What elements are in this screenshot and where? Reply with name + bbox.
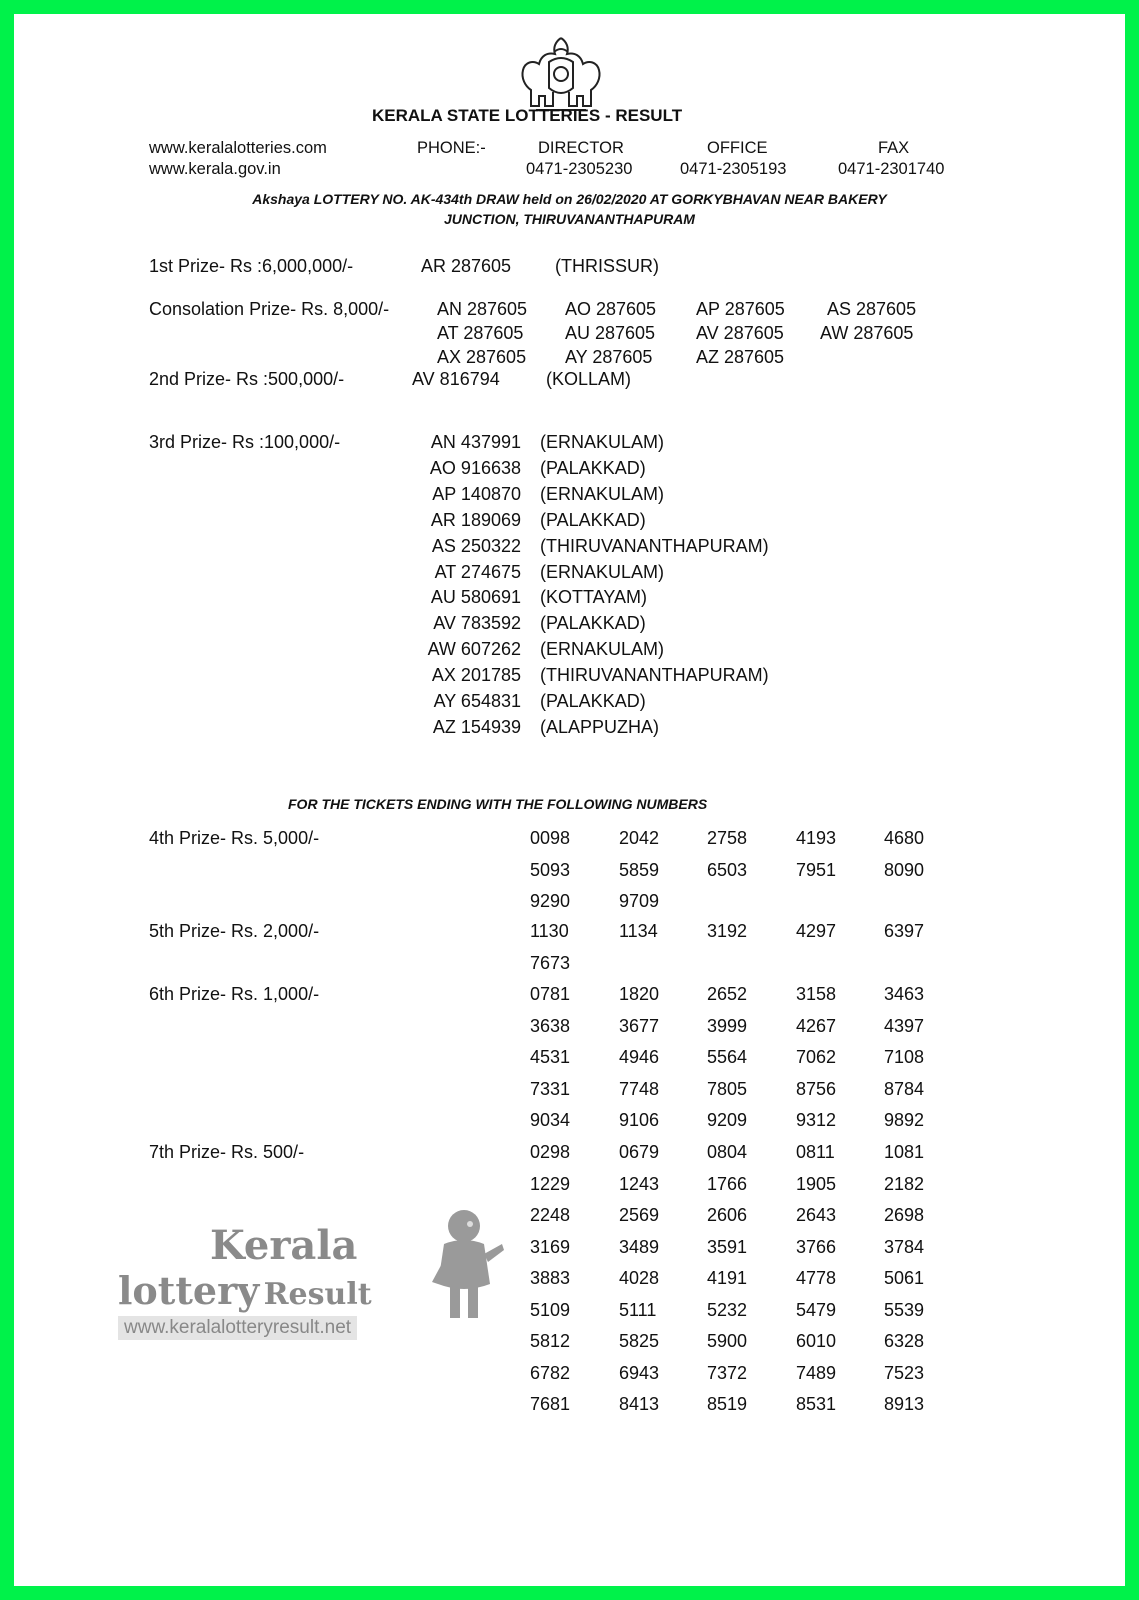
winning-number: 5812 bbox=[530, 1331, 571, 1351]
winning-number: 3883 bbox=[530, 1268, 571, 1288]
winning-number: 1130 bbox=[530, 921, 569, 941]
winning-number: 7748 bbox=[619, 1078, 660, 1099]
winning-number: 2248 bbox=[530, 1205, 571, 1225]
winning-number: 2652 bbox=[707, 984, 748, 1004]
third-prize-ticket: AZ 154939 bbox=[432, 716, 521, 737]
third-prize-place: (ERNAKULAM) bbox=[540, 561, 665, 582]
fax-phone: 0471-2301740 bbox=[838, 160, 945, 178]
consolation-prize-label: Consolation Prize- Rs. 8,000/- bbox=[149, 299, 390, 319]
winning-number: 5061 bbox=[884, 1268, 925, 1288]
watermark-lottery: lottery bbox=[118, 1268, 260, 1313]
winning-number: 5093 bbox=[530, 859, 571, 880]
winning-number: 5111 bbox=[619, 1299, 657, 1320]
third-prize-place: (PALAKKAD) bbox=[540, 691, 646, 711]
kerala-state-emblem-icon bbox=[516, 32, 606, 116]
third-prize-ticket: AV 783592 bbox=[433, 613, 521, 634]
winning-number: 6782 bbox=[530, 1362, 571, 1383]
winning-number: 7331 bbox=[530, 1078, 571, 1099]
winning-number: 1134 bbox=[619, 921, 658, 941]
winning-number: 4191 bbox=[707, 1268, 748, 1288]
third-prize-place: (ALAPPUZHA) bbox=[540, 716, 660, 737]
winning-number: 5109 bbox=[530, 1299, 571, 1320]
third-prize-place: (THIRUVANANTHAPURAM) bbox=[540, 535, 769, 556]
winning-number: 2606 bbox=[707, 1205, 748, 1225]
consolation-ticket: AN 287605 bbox=[437, 299, 528, 319]
winning-number: 7805 bbox=[707, 1078, 748, 1099]
winning-number: 0679 bbox=[619, 1142, 660, 1162]
winning-number: 6943 bbox=[619, 1362, 660, 1383]
winning-number: 7062 bbox=[796, 1047, 837, 1067]
third-prize-entry bbox=[394, 691, 834, 716]
third-prize-place: (ERNAKULAM) bbox=[540, 483, 665, 504]
winning-number: 0804 bbox=[707, 1142, 748, 1162]
winning-number: 3169 bbox=[530, 1236, 571, 1257]
result-sheet bbox=[14, 14, 1125, 1586]
third-prize-place: (PALAKKAD) bbox=[540, 613, 646, 634]
winning-number: 8519 bbox=[707, 1394, 748, 1414]
watermark-url: www.keralalotteryresult.net bbox=[118, 1316, 357, 1340]
winning-number: 3999 bbox=[707, 1015, 748, 1036]
phone-label: PHONE:- bbox=[417, 139, 486, 157]
winning-number: 4531 bbox=[530, 1047, 571, 1067]
winning-number: 8413 bbox=[619, 1394, 660, 1414]
third-prize-entry bbox=[394, 510, 834, 535]
winning-number: 9106 bbox=[619, 1110, 660, 1130]
winning-number: 2643 bbox=[796, 1205, 837, 1225]
ending-numbers-heading: FOR THE TICKETS ENDING WITH THE FOLLOWING NUMBERS bbox=[288, 796, 708, 812]
winning-number: 5900 bbox=[707, 1331, 748, 1351]
consolation-ticket: AT 287605 bbox=[437, 323, 524, 343]
winning-number: 6503 bbox=[707, 859, 748, 880]
winning-number: 7951 bbox=[796, 859, 837, 880]
winning-number: 3766 bbox=[796, 1236, 837, 1257]
third-prize-ticket: AN 437991 bbox=[430, 432, 521, 452]
winning-number: 9209 bbox=[707, 1110, 748, 1130]
winning-number: 7108 bbox=[884, 1047, 925, 1067]
winning-number: 9709 bbox=[619, 891, 660, 911]
third-prize-entry bbox=[394, 458, 834, 483]
winning-number: 6397 bbox=[884, 921, 925, 941]
winning-number: 5479 bbox=[796, 1299, 837, 1320]
third-prize-ticket: AO 916638 bbox=[429, 457, 521, 478]
winning-number: 8784 bbox=[884, 1078, 925, 1099]
third-prize-ticket: AT 274675 bbox=[434, 561, 521, 582]
office-label: OFFICE bbox=[707, 139, 768, 157]
winning-number: 4028 bbox=[619, 1268, 660, 1288]
fifth-prize-label: 5th Prize- Rs. 2,000/- bbox=[149, 921, 320, 941]
second-prize-label: 2nd Prize- Rs :500,000/- bbox=[149, 369, 345, 389]
third-prize-entry bbox=[394, 587, 834, 612]
fourth-prize-label: 4th Prize- Rs. 5,000/- bbox=[149, 828, 320, 848]
first-prize-label: 1st Prize- Rs :6,000,000/- bbox=[149, 256, 354, 276]
winning-number: 5539 bbox=[884, 1299, 925, 1320]
fax-label: FAX bbox=[878, 139, 910, 157]
director-phone: 0471-2305230 bbox=[526, 160, 633, 178]
winning-number: 8913 bbox=[884, 1394, 925, 1414]
winning-number: 6328 bbox=[884, 1331, 925, 1351]
winning-number: 3591 bbox=[707, 1236, 748, 1257]
director-label: DIRECTOR bbox=[538, 139, 624, 157]
winning-number: 3158 bbox=[796, 984, 837, 1004]
third-prize-entry bbox=[394, 639, 834, 664]
winning-number: 8531 bbox=[796, 1394, 837, 1414]
third-prize-ticket: AU 580691 bbox=[430, 587, 521, 608]
winning-number: 8090 bbox=[884, 859, 925, 880]
winning-number: 3784 bbox=[884, 1236, 925, 1257]
third-prize-place: (KOTTAYAM) bbox=[540, 587, 647, 608]
winning-number: 7489 bbox=[796, 1362, 837, 1383]
third-prize-ticket: AP 140870 bbox=[432, 483, 521, 504]
third-prize-ticket: AW 607262 bbox=[427, 639, 521, 660]
winning-number: 4297 bbox=[796, 921, 837, 941]
winning-number: 3677 bbox=[619, 1015, 660, 1036]
winning-number: 3192 bbox=[707, 921, 748, 941]
third-prize-label: 3rd Prize- Rs :100,000/- bbox=[149, 432, 341, 452]
website-link-lotteries[interactable]: www.keralalotteries.com bbox=[149, 139, 327, 157]
first-prize-ticket: AR 287605 bbox=[421, 256, 512, 276]
consolation-ticket: AY 287605 bbox=[565, 347, 653, 367]
winning-number: 4193 bbox=[796, 828, 837, 848]
winning-number: 3638 bbox=[530, 1015, 571, 1036]
draw-info-line1: Akshaya LOTTERY NO. AK-434th DRAW held on 26/02/2020 AT GORKYBHAVAN NEAR BAKERY bbox=[252, 191, 887, 207]
sixth-prize-label: 6th Prize- Rs. 1,000/- bbox=[149, 984, 320, 1004]
website-link-gov[interactable]: www.kerala.gov.in bbox=[149, 160, 281, 178]
winning-number: 2042 bbox=[619, 828, 660, 848]
watermark-result: Result bbox=[263, 1277, 372, 1312]
winning-number: 1905 bbox=[796, 1173, 837, 1194]
winning-number: 1820 bbox=[619, 984, 660, 1004]
third-prize-entry bbox=[394, 665, 834, 690]
consolation-ticket: AO 287605 bbox=[565, 299, 657, 319]
consolation-ticket: AZ 287605 bbox=[696, 347, 785, 367]
consolation-ticket: AP 287605 bbox=[696, 299, 785, 319]
draw-info-line2: JUNCTION, THIRUVANANTHAPURAM bbox=[444, 211, 695, 227]
consolation-ticket: AX 287605 bbox=[437, 347, 527, 367]
watermark-kerala: Kerala bbox=[210, 1222, 358, 1269]
winning-number: 1081 bbox=[884, 1142, 925, 1162]
watermark-mascot-icon bbox=[424, 1204, 504, 1324]
third-prize-entry bbox=[394, 562, 834, 587]
third-prize-entry bbox=[394, 613, 834, 638]
watermark-lottery-result bbox=[118, 1268, 372, 1313]
winning-number: 9290 bbox=[530, 891, 571, 911]
office-phone: 0471-2305193 bbox=[680, 160, 787, 178]
third-prize-place: (PALAKKAD) bbox=[540, 509, 646, 530]
third-prize-place: (ERNAKULAM) bbox=[540, 432, 665, 452]
third-prize-entry bbox=[394, 717, 834, 742]
third-prize-ticket: AS 250322 bbox=[431, 535, 521, 556]
winning-number: 0811 bbox=[796, 1142, 835, 1162]
winning-number: 5825 bbox=[619, 1331, 660, 1351]
winning-number: 1243 bbox=[619, 1173, 660, 1194]
winning-number: 8756 bbox=[796, 1078, 837, 1099]
third-prize-entry bbox=[394, 484, 834, 509]
winning-number: 4680 bbox=[884, 828, 925, 848]
winning-number: 4778 bbox=[796, 1268, 837, 1288]
third-prize-place: (THIRUVANANTHAPURAM) bbox=[540, 665, 769, 686]
winning-number: 5859 bbox=[619, 859, 660, 880]
winning-number: 2182 bbox=[884, 1173, 925, 1194]
winning-number: 2698 bbox=[884, 1205, 925, 1225]
winning-number: 9312 bbox=[796, 1110, 837, 1130]
third-prize-ticket: AR 189069 bbox=[430, 509, 521, 530]
winning-number: 9892 bbox=[884, 1110, 925, 1130]
first-prize-place: (THRISSUR) bbox=[555, 256, 659, 276]
page-title: KERALA STATE LOTTERIES - RESULT bbox=[372, 106, 683, 125]
winning-number: 6010 bbox=[796, 1331, 837, 1351]
winning-number: 1766 bbox=[707, 1173, 748, 1194]
winning-number: 4397 bbox=[884, 1015, 925, 1036]
winning-number: 4946 bbox=[619, 1047, 660, 1067]
winning-number: 5564 bbox=[707, 1047, 748, 1067]
winning-number: 7372 bbox=[707, 1362, 748, 1383]
consolation-ticket: AV 287605 bbox=[696, 323, 784, 343]
winning-number: 2569 bbox=[619, 1205, 660, 1225]
winning-number: 0781 bbox=[530, 984, 571, 1004]
third-prize-ticket: AY 654831 bbox=[433, 691, 521, 711]
third-prize-entry bbox=[394, 432, 834, 457]
winning-number: 7523 bbox=[884, 1362, 925, 1383]
seventh-prize-label: 7th Prize- Rs. 500/- bbox=[149, 1142, 305, 1162]
winning-number: 7673 bbox=[530, 952, 571, 973]
third-prize-entry bbox=[394, 536, 834, 561]
consolation-ticket: AU 287605 bbox=[565, 323, 656, 343]
second-prize-place: (KOLLAM) bbox=[546, 369, 632, 389]
third-prize-place: (PALAKKAD) bbox=[540, 457, 646, 478]
consolation-ticket: AW 287605 bbox=[820, 323, 914, 343]
winning-number: 2758 bbox=[707, 828, 748, 848]
winning-number: 0098 bbox=[530, 828, 571, 848]
winning-number: 5232 bbox=[707, 1299, 748, 1320]
second-prize-ticket: AV 816794 bbox=[412, 369, 500, 389]
consolation-ticket: AS 287605 bbox=[827, 299, 917, 319]
third-prize-ticket: AX 201785 bbox=[431, 665, 521, 686]
third-prize-place: (ERNAKULAM) bbox=[540, 639, 665, 660]
winning-number: 1229 bbox=[530, 1173, 571, 1194]
winning-number: 3463 bbox=[884, 984, 925, 1004]
winning-number: 4267 bbox=[796, 1015, 837, 1036]
winning-number: 3489 bbox=[619, 1236, 660, 1257]
winning-number: 7681 bbox=[530, 1394, 571, 1414]
winning-number: 0298 bbox=[530, 1142, 571, 1162]
winning-number: 9034 bbox=[530, 1110, 571, 1130]
